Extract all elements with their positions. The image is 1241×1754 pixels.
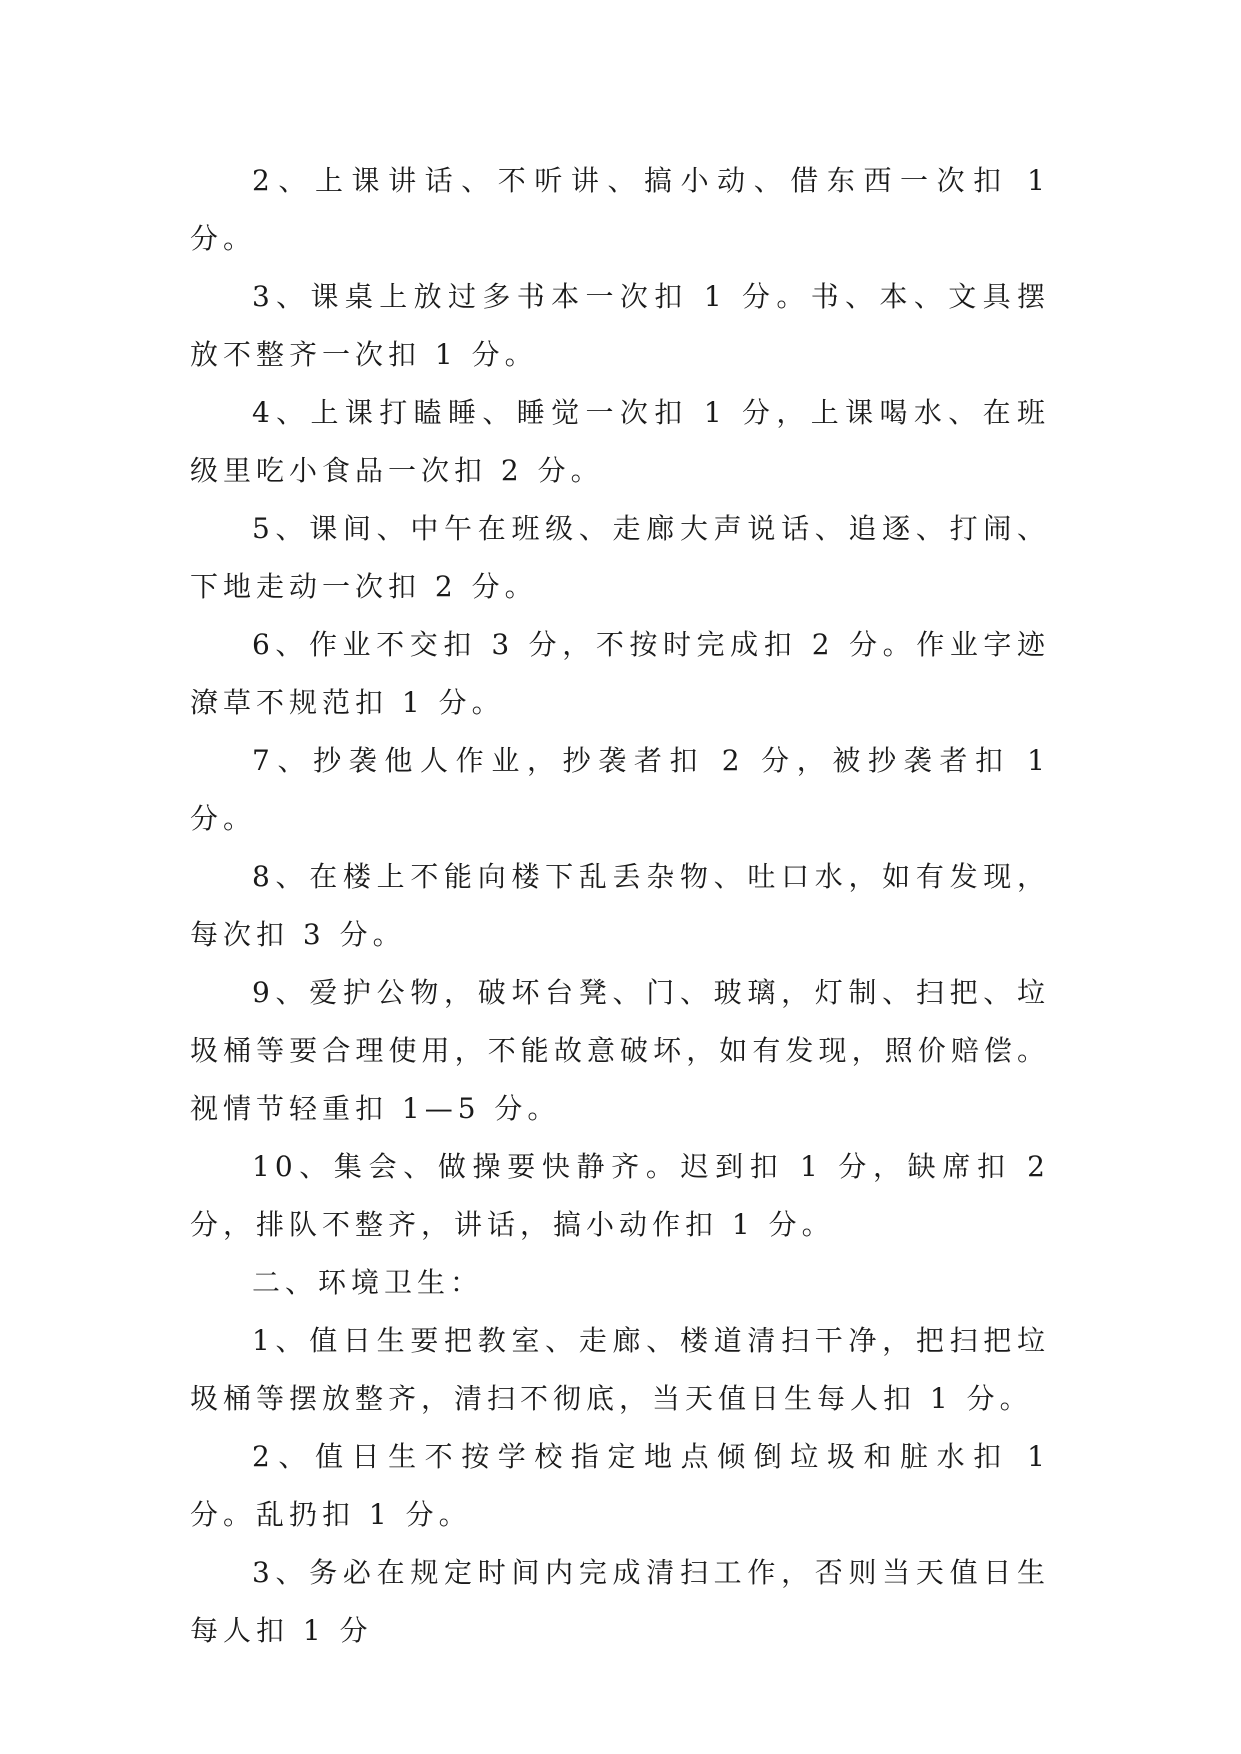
rule-paragraph: 7、抄袭他人作业，抄袭者扣 2 分，被抄袭者扣 1 分。 — [190, 744, 1050, 835]
rule-paragraph: 3、务必在规定时间内完成清扫工作，否则当天值日生每人扣 1 分 — [190, 1556, 1050, 1647]
rule-paragraph: 6、作业不交扣 3 分，不按时完成扣 2 分。作业字迹潦草不规范扣 1 分。 — [190, 628, 1050, 719]
rule-paragraph: 2、值日生不按学校指定地点倾倒垃圾和脏水扣 1 分。乱扔扣 1 分。 — [190, 1440, 1050, 1531]
rule-paragraph: 3、课桌上放过多书本一次扣 1 分。书、本、文具摆放不整齐一次扣 1 分。 — [190, 280, 1050, 371]
rule-paragraph: 9、爱护公物，破坏台凳、门、玻璃，灯制、扫把、垃圾桶等要合理使用，不能故意破坏，如有发现，照价赔偿。视情节轻重扣 1—5 分。 — [190, 976, 1050, 1125]
rule-paragraph: 4、上课打瞌睡、睡觉一次扣 1 分，上课喝水、在班级里吃小食品一次扣 2 分。 — [190, 396, 1050, 487]
rule-paragraph: 2、上课讲话、不听讲、搞小动、借东西一次扣 1 分。 — [190, 164, 1050, 255]
rule-paragraph: 8、在楼上不能向楼下乱丢杂物、吐口水，如有发现，每次扣 3 分。 — [190, 860, 1050, 951]
document-body — [190, 152, 1050, 1660]
rule-paragraph: 1、值日生要把教室、走廊、楼道清扫干净，把扫把垃圾桶等摆放整齐，清扫不彻底，当天值日生每人扣 1 分。 — [190, 1324, 1050, 1415]
section-heading: 二、环境卫生： — [252, 1266, 484, 1299]
rule-paragraph: 10、集会、做操要快静齐。迟到扣 1 分，缺席扣 2 分，排队不整齐，讲话，搞小动作扣 1 分。 — [190, 1150, 1050, 1241]
rule-paragraph: 5、课间、中午在班级、走廊大声说话、追逐、打闹、下地走动一次扣 2 分。 — [190, 512, 1050, 603]
